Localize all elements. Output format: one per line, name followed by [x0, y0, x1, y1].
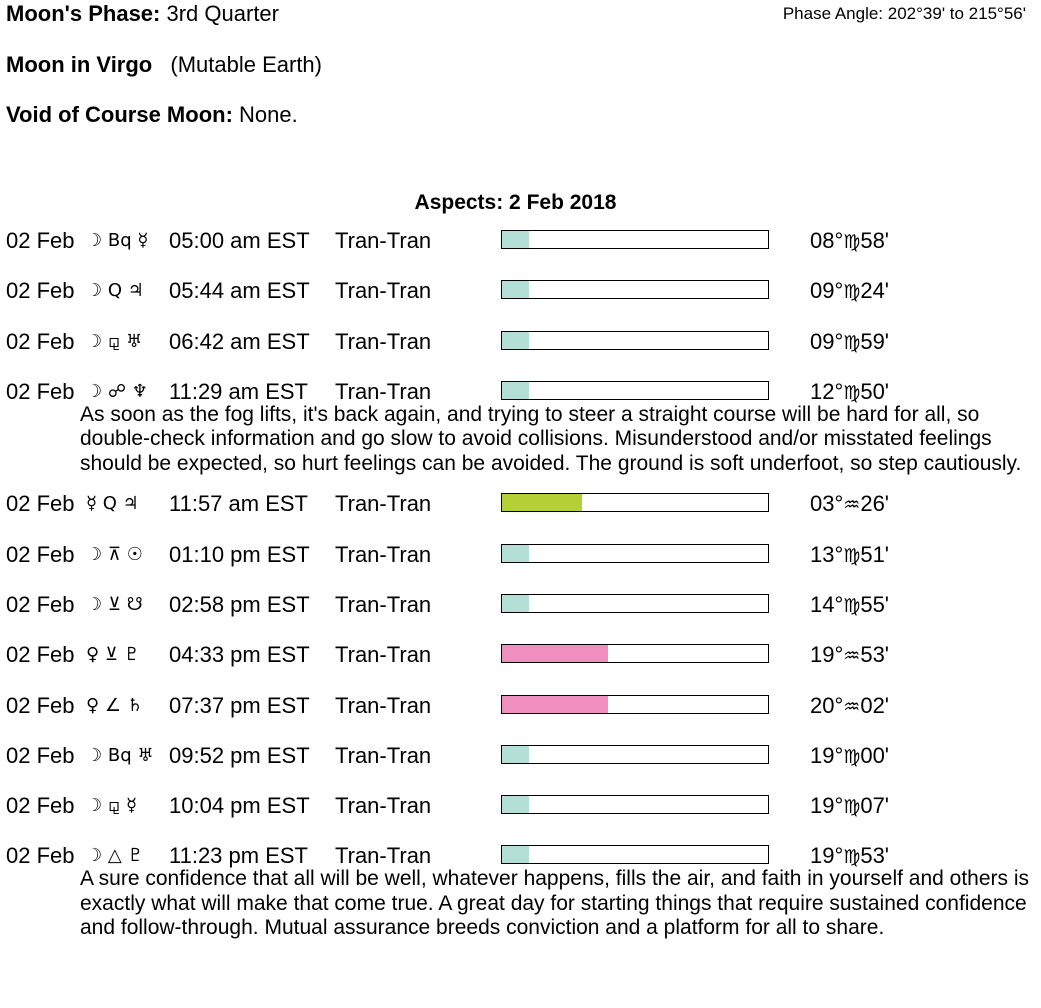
- position-minutes: 00': [860, 742, 889, 768]
- position-minutes: 24': [860, 278, 889, 304]
- strength-bar: [501, 381, 769, 400]
- zodiac-sign-icon: ♒: [843, 645, 861, 668]
- moon-phase-label: Moon's Phase:: [6, 1, 161, 26]
- aspect-entry: [0, 491, 1041, 541]
- aspect-time: 05:44 am EST: [169, 278, 310, 304]
- aspects-title: Aspects: 2 Feb 2018: [414, 191, 617, 214]
- aspect-time: 06:42 am EST: [169, 328, 310, 354]
- aspect-type: Tran-Tran: [335, 642, 432, 668]
- aspect-date: 02 Feb: [6, 541, 75, 567]
- position-degrees: 19°: [810, 742, 844, 768]
- strength-bar-fill: [502, 595, 529, 612]
- aspect-entry: [0, 379, 1041, 477]
- aspect-entry: [0, 592, 1041, 642]
- aspect-row: [0, 228, 1041, 278]
- aspect-time: 05:00 am EST: [169, 228, 310, 253]
- aspect-row: [0, 642, 1041, 692]
- aspect-date: 02 Feb: [6, 378, 75, 404]
- aspect-position: [810, 278, 889, 305]
- strength-bar-fill: [502, 494, 582, 511]
- aspect-type: Tran-Tran: [335, 378, 432, 404]
- aspect-entry: [0, 278, 1041, 328]
- aspect-position: [810, 329, 889, 356]
- aspect-row: [0, 743, 1041, 793]
- aspect-type: Tran-Tran: [335, 278, 432, 304]
- zodiac-sign-icon: ♒: [843, 695, 861, 718]
- aspect-position: [810, 743, 889, 770]
- strength-bar-fill: [502, 746, 529, 763]
- position-degrees: 14°: [810, 591, 844, 617]
- zodiac-sign-icon: ♍: [843, 231, 861, 253]
- aspect-date: 02 Feb: [6, 591, 75, 617]
- aspect-description: As soon as the fog lifts, it's back again, and trying to steer a straight course will be hard for all, so double-check information and go slow to avoid collisions. Misunderstood and/or misstated feelings should be expected, so hurt feelings can be avoided. The ground is soft underfoot, so step cautiously.: [80, 402, 1022, 475]
- aspect-glyphs: ♀ ∠ ♄: [86, 694, 143, 716]
- strength-bar: [501, 594, 769, 613]
- strength-bar-fill: [502, 796, 529, 813]
- phase-angle: Phase Angle: 202°39' to 215°56': [782, 4, 1026, 23]
- strength-bar-fill: [502, 846, 529, 863]
- aspect-position: [810, 793, 889, 820]
- position-minutes: 07': [860, 793, 889, 819]
- position-degrees: 19°: [810, 843, 844, 869]
- aspect-glyphs: ☽ ☍ ♆: [86, 380, 148, 402]
- moon-sign-element: (Mutable Earth): [170, 52, 322, 77]
- aspect-entry: [0, 642, 1041, 692]
- aspect-glyphs: ☽ ⊼ ☉: [86, 543, 143, 565]
- aspect-description: A sure confidence that all will be well, whatever happens, fills the air, and faith in yourself and others is exactly what will make that come true. A great day for starting things that require sustained confidence and follow-through. Mutual assurance breeds conviction and a platform for all to share.: [80, 867, 1030, 940]
- aspect-position: [810, 592, 889, 619]
- aspect-glyphs: ☽ ⚼ ☿: [86, 795, 138, 817]
- strength-bar-fill: [502, 645, 608, 662]
- position-degrees: 19°: [810, 793, 844, 819]
- zodiac-sign-icon: ♍: [843, 331, 861, 354]
- aspect-entry: [0, 743, 1041, 793]
- aspect-row: [0, 592, 1041, 642]
- aspect-glyphs: ☽ Bq ☿: [86, 230, 149, 251]
- aspect-date: 02 Feb: [6, 491, 75, 517]
- aspect-type: Tran-Tran: [335, 591, 432, 617]
- aspect-date: 02 Feb: [6, 793, 75, 819]
- aspect-entry: [0, 329, 1041, 379]
- aspect-glyphs: ☿ Q ♃: [86, 493, 139, 515]
- aspect-glyphs: ☽ ⚼ ♅: [86, 330, 143, 352]
- strength-bar: [501, 695, 769, 714]
- position-degrees: 09°: [810, 328, 844, 354]
- position-minutes: 02': [860, 692, 889, 718]
- void-of-course-label: Void of Course Moon:: [6, 102, 233, 127]
- position-minutes: 53': [860, 642, 889, 668]
- aspect-type: Tran-Tran: [335, 228, 432, 253]
- zodiac-sign-icon: ♍: [843, 381, 861, 404]
- zodiac-sign-icon: ♍: [843, 594, 861, 617]
- strength-bar: [501, 795, 769, 814]
- aspect-row: [0, 379, 1041, 403]
- position-minutes: 26': [860, 491, 889, 517]
- aspect-row: [0, 329, 1041, 379]
- position-degrees: 08°: [810, 228, 844, 253]
- strength-bar: [501, 644, 769, 663]
- zodiac-sign-icon: ♍: [843, 544, 861, 567]
- aspect-date: 02 Feb: [6, 228, 75, 253]
- aspect-time: 09:52 pm EST: [169, 742, 310, 768]
- aspect-date: 02 Feb: [6, 328, 75, 354]
- position-minutes: 53': [860, 843, 889, 869]
- position-degrees: 13°: [810, 541, 844, 567]
- aspect-row: [0, 793, 1041, 843]
- aspect-position: [810, 491, 889, 518]
- position-minutes: 51': [860, 541, 889, 567]
- aspect-time: 11:23 pm EST: [169, 843, 308, 869]
- aspect-glyphs: ☽ △ ♇: [86, 845, 144, 867]
- aspect-type: Tran-Tran: [335, 491, 432, 517]
- strength-bar-fill: [502, 545, 529, 562]
- aspect-position: [810, 228, 889, 255]
- aspect-type: Tran-Tran: [335, 742, 432, 768]
- aspect-entry: [0, 793, 1041, 843]
- aspect-glyphs: ☽ Q ♃: [86, 280, 144, 302]
- aspect-glyphs: ☽ Bq ♅: [86, 744, 154, 766]
- aspect-type: Tran-Tran: [335, 328, 432, 354]
- aspect-position: [810, 843, 889, 870]
- strength-bar: [501, 331, 769, 350]
- aspect-entry: [0, 843, 1041, 941]
- position-degrees: 19°: [810, 642, 844, 668]
- aspect-date: 02 Feb: [6, 843, 75, 869]
- position-minutes: 58': [860, 228, 889, 253]
- strength-bar-fill: [502, 332, 529, 349]
- moon-phase-value: 3rd Quarter: [166, 1, 279, 26]
- position-minutes: 50': [860, 378, 889, 404]
- strength-bar-fill: [502, 231, 529, 248]
- aspect-type: Tran-Tran: [335, 541, 432, 567]
- aspect-date: 02 Feb: [6, 642, 75, 668]
- aspect-type: Tran-Tran: [335, 843, 432, 869]
- aspect-time: 10:04 pm EST: [169, 793, 310, 819]
- strength-bar-fill: [502, 281, 529, 298]
- strength-bar: [501, 544, 769, 563]
- aspect-entry: [0, 693, 1041, 743]
- strength-bar-fill: [502, 696, 608, 713]
- aspect-row: [0, 491, 1041, 541]
- position-degrees: 12°: [810, 378, 844, 404]
- aspect-row: [0, 693, 1041, 743]
- aspect-time: 02:58 pm EST: [169, 591, 310, 617]
- strength-bar: [501, 493, 769, 512]
- aspect-date: 02 Feb: [6, 278, 75, 304]
- moon-sign-line: [6, 52, 322, 78]
- aspect-entry: [0, 542, 1041, 592]
- strength-bar: [501, 745, 769, 764]
- aspect-position: [810, 379, 889, 406]
- aspect-type: Tran-Tran: [335, 692, 432, 718]
- zodiac-sign-icon: ♒: [843, 494, 861, 517]
- aspect-position: [810, 542, 889, 569]
- void-of-course-value: None.: [239, 102, 298, 127]
- position-minutes: 55': [860, 591, 889, 617]
- aspect-time: 11:29 am EST: [169, 378, 308, 404]
- zodiac-sign-icon: ♍: [843, 846, 861, 869]
- aspect-date: 02 Feb: [6, 742, 75, 768]
- zodiac-sign-icon: ♍: [843, 281, 861, 304]
- aspect-type: Tran-Tran: [335, 793, 432, 819]
- aspect-glyphs: ☽ ⊻ ☋: [86, 593, 143, 615]
- aspect-time: 07:37 pm EST: [169, 692, 310, 718]
- void-of-course-line: [6, 102, 298, 128]
- position-minutes: 59': [860, 328, 889, 354]
- strength-bar: [501, 280, 769, 299]
- position-degrees: 03°: [810, 491, 844, 517]
- aspect-date: 02 Feb: [6, 692, 75, 718]
- strength-bar-fill: [502, 382, 529, 399]
- aspect-row: [0, 843, 1041, 867]
- aspect-row: [0, 542, 1041, 592]
- aspect-time: 11:57 am EST: [169, 491, 308, 517]
- moon-sign-label: Moon in Virgo: [6, 52, 153, 77]
- aspect-glyphs: ♀ ⊻ ♇: [86, 644, 140, 666]
- zodiac-sign-icon: ♍: [843, 796, 861, 819]
- aspect-position: [810, 642, 889, 669]
- position-degrees: 09°: [810, 278, 844, 304]
- strength-bar: [501, 845, 769, 864]
- aspect-entry: [0, 228, 1041, 278]
- aspect-list: [0, 228, 1041, 956]
- aspect-time: 01:10 pm EST: [169, 541, 310, 567]
- moon-phase-line: [6, 1, 279, 27]
- aspect-time: 04:33 pm EST: [169, 642, 310, 668]
- strength-bar: [501, 230, 769, 249]
- zodiac-sign-icon: ♍: [843, 745, 861, 768]
- position-degrees: 20°: [810, 692, 844, 718]
- aspect-row: [0, 278, 1041, 328]
- aspect-position: [810, 693, 889, 720]
